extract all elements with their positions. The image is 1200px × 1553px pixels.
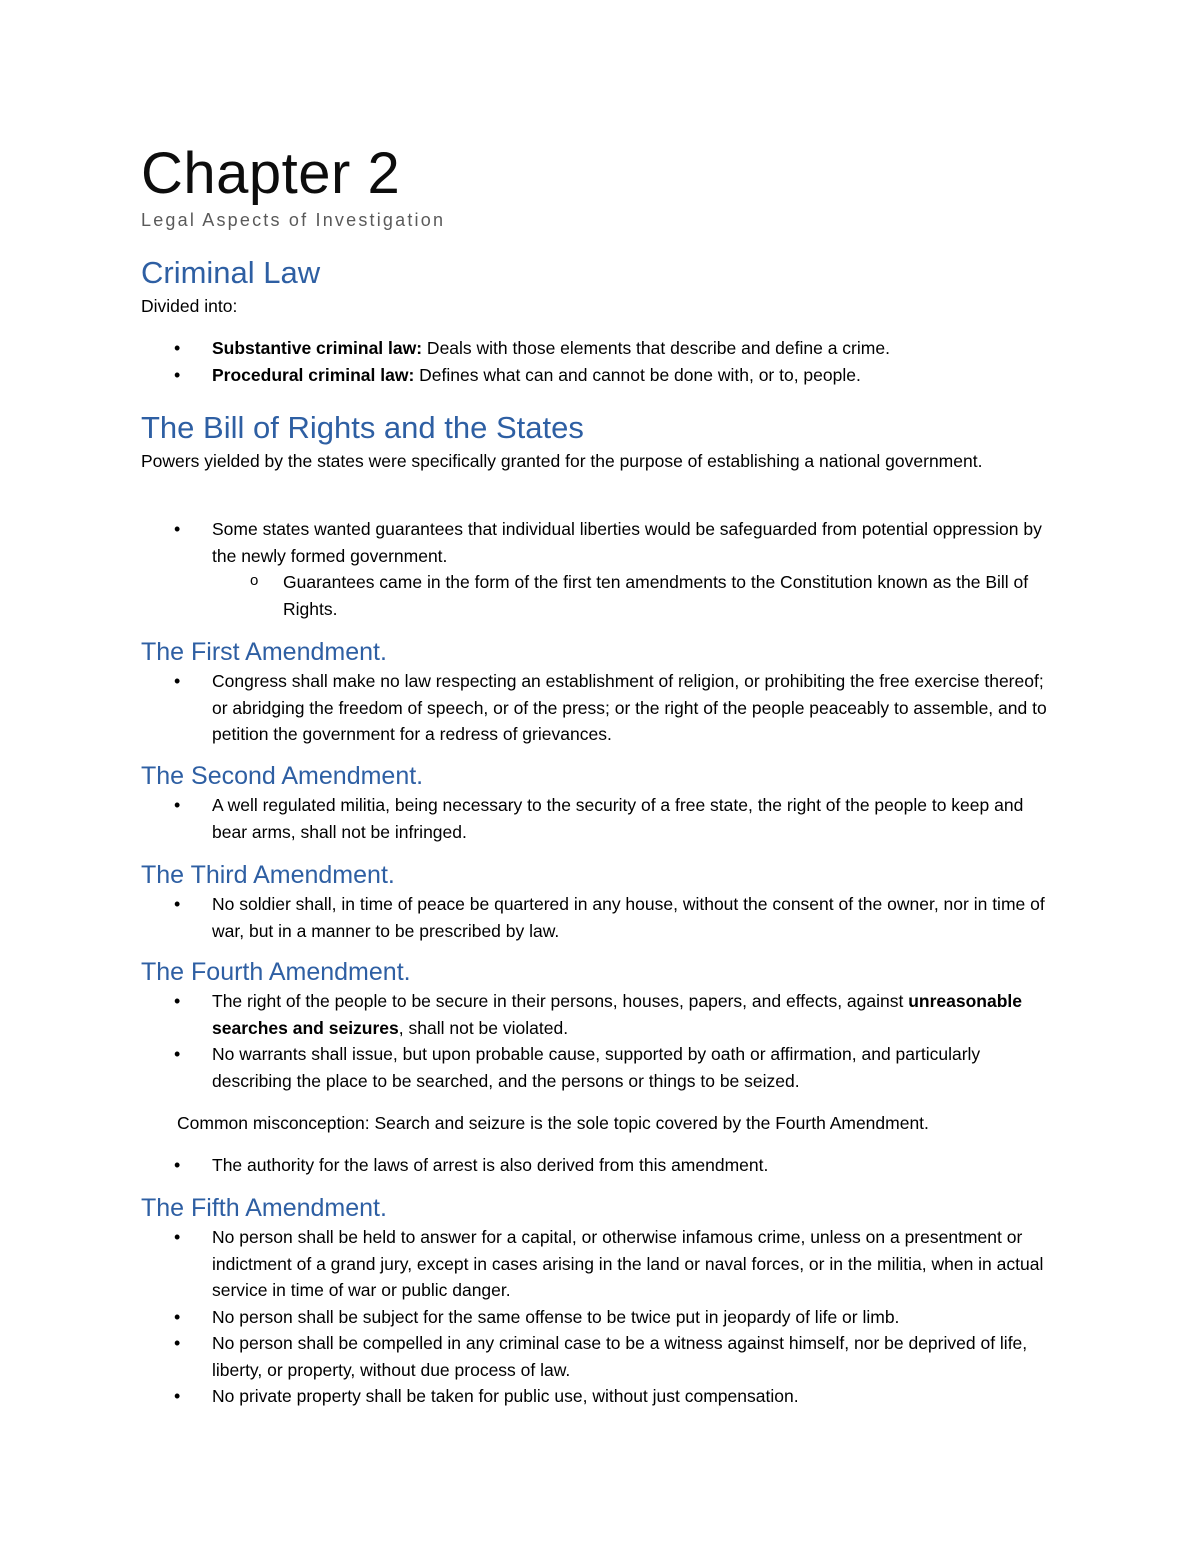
- list-item: • No warrants shall issue, but upon probable cause, supported by oath or affirmation, and particularly describing the place to be searched, and the persons or things to be seized.: [141, 1041, 1061, 1094]
- bill-of-rights-list: [141, 516, 1061, 622]
- term: Substantive criminal law:: [212, 338, 423, 358]
- list-item: • Congress shall make no law respecting an establishment of religion, or prohibiting the free exercise thereof; or abridging the freedom of speech, or of the press; or the right of the people peaceably to assemble, and to petition the government for a redress of grievances.: [141, 668, 1061, 748]
- page-title: Chapter 2: [141, 141, 401, 206]
- heading-fifth-amendment: The Fifth Amendment.: [141, 1194, 387, 1222]
- list-item: • The authority for the laws of arrest is also derived from this amendment.: [141, 1152, 1061, 1179]
- term: Procedural criminal law:: [212, 364, 415, 385]
- page-subtitle: Legal Aspects of Investigation: [141, 210, 446, 230]
- definition: Defines what can and cannot be done with, or to, people.: [414, 364, 861, 385]
- second-amendment-list: [141, 792, 1061, 845]
- list-item-text: , shall not be violated.: [398, 1017, 569, 1038]
- sub-list: [212, 569, 1061, 622]
- misconception-note: Common misconception: Search and seizure is the sole topic covered by the Fourth Amendment.: [177, 1113, 929, 1133]
- heading-first-amendment: The First Amendment.: [141, 638, 387, 666]
- fifth-amendment-list: [141, 1224, 1061, 1410]
- criminal-law-list: [141, 335, 1061, 388]
- first-amendment-list: [141, 668, 1061, 748]
- list-item: [141, 362, 1061, 389]
- list-item: [141, 335, 1061, 362]
- list-item: • No person shall be compelled in any criminal case to be a witness against himself, nor be deprived of life, liberty, or property, without due process of law.: [141, 1330, 1061, 1383]
- list-item: • No person shall be held to answer for a capital, or otherwise infamous crime, unless on a presentment or indictment of a grand jury, except in cases arising in the land or naval forces, or in the militia, when in actual service in time of war or public danger.: [141, 1224, 1061, 1304]
- definition: Deals with those elements that describe and define a crime.: [422, 338, 890, 358]
- heading-fourth-amendment: The Fourth Amendment.: [141, 958, 411, 986]
- list-item: • A well regulated militia, being necessary to the security of a free state, the right of the people to keep and bear arms, shall not be infringed.: [141, 792, 1061, 845]
- list-item: [141, 516, 1061, 622]
- heading-second-amendment: The Second Amendment.: [141, 762, 424, 790]
- criminal-law-intro: Divided into:: [141, 296, 238, 316]
- list-item-text: The right of the people to be secure in their persons, houses, papers, and effects, against: [212, 991, 909, 1011]
- list-item: • No private property shall be taken for public use, without just compensation.: [141, 1383, 1061, 1410]
- sub-list-item: o Guarantees came in the form of the first ten amendments to the Constitution known as the Bill of Rights.: [212, 569, 1061, 622]
- heading-bill-of-rights: The Bill of Rights and the States: [141, 410, 584, 445]
- list-item-text: Some states wanted guarantees that individual liberties would be safeguarded from potential oppression by the newly formed government.: [212, 519, 1042, 566]
- fourth-amendment-list: [141, 988, 1061, 1094]
- list-item: • No soldier shall, in time of peace be quartered in any house, without the consent of the owner, nor in time of war, but in a manner to be prescribed by law.: [141, 891, 1061, 944]
- fourth-amendment-note-list: [141, 1152, 1061, 1179]
- heading-criminal-law: Criminal Law: [141, 255, 321, 290]
- list-item: • No person shall be subject for the same offense to be twice put in jeopardy of life or limb.: [141, 1304, 1061, 1331]
- third-amendment-list: [141, 891, 1061, 944]
- emphasis: unreasonable searches and seizures: [212, 991, 1023, 1038]
- bill-of-rights-intro: Powers yielded by the states were specifically granted for the purpose of establishing a national government.: [141, 451, 983, 471]
- list-item: [141, 988, 1061, 1041]
- heading-third-amendment: The Third Amendment.: [141, 861, 395, 889]
